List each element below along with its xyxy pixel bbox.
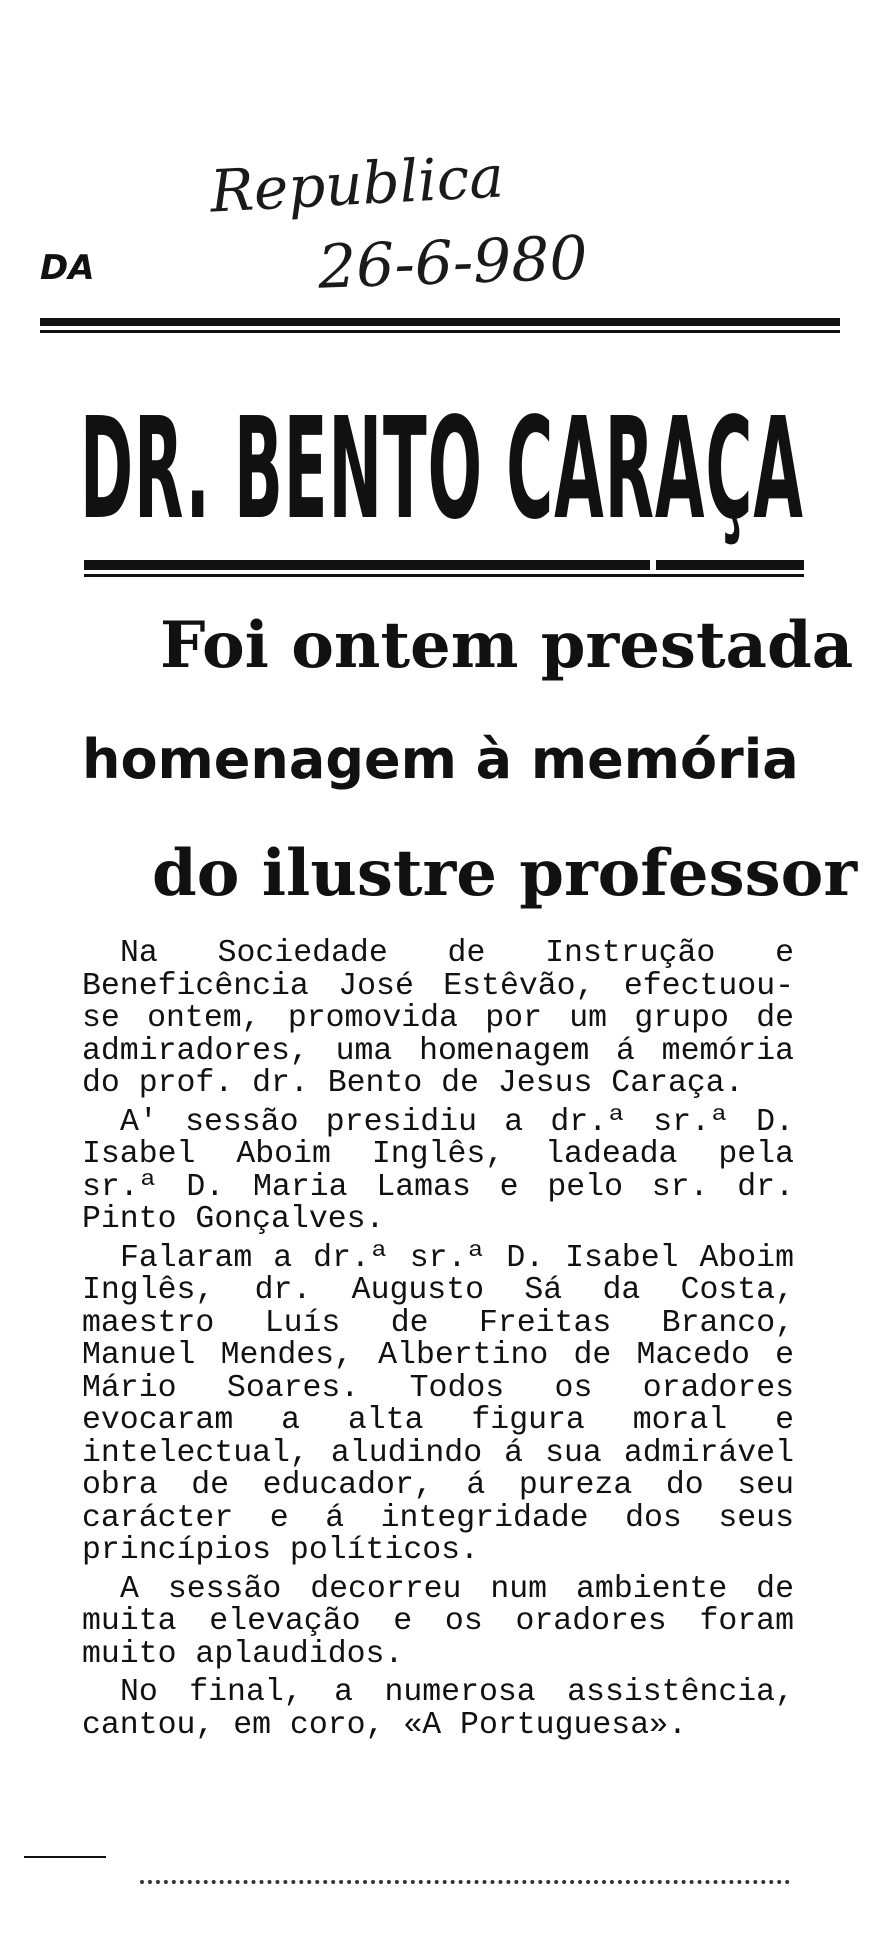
clipping-prefix: DA — [40, 248, 95, 288]
deck-line-1: Foi ontem prestada — [160, 608, 854, 683]
article-paragraph: No final, a numerosa assistência, cantou, em coro, «A Portuguesa». — [82, 1675, 794, 1743]
deck-line-2: homenagem à memória — [82, 728, 799, 791]
headline-rule-thin — [84, 574, 804, 577]
article-paragraph: Na Sociedade de Instrução e Beneficência José Estêvão, efectuou-se ontem, promovida por um grupo de admiradores, uma homenagem á memória do prof. dr. Bento de Jesus Caraça. — [82, 936, 794, 1101]
top-rule-thick — [40, 318, 840, 326]
article-paragraph: A' sessão presidiu a dr.ª sr.ª D. Isabel Aboim Inglês, ladeada pela sr.ª D. Maria Lamas e pelo sr. dr. Pinto Gonçalves. — [82, 1104, 794, 1237]
headline: DR. BENTO CARAÇA — [80, 388, 804, 551]
headline-rule-thick-left — [84, 560, 650, 570]
top-rule-thin — [40, 330, 840, 333]
article-paragraph: A sessão decorreu num ambiente de muita elevação e os oradores foram muito aplaudidos. — [82, 1571, 794, 1672]
article-paragraph: Falaram a dr.ª sr.ª D. Isabel Aboim Inglês, dr. Augusto Sá da Costa, maestro Luís de Freitas Branco, Manuel Mendes, Albertino de Macedo e Mário Soares. Todos os oradores evocaram a alta figura moral e intelectual, aludindo á sua admirável obra de educador, á pureza do seu carácter e á integridade dos seus princípios políticos. — [82, 1240, 794, 1568]
bottom-torn-edge — [140, 1880, 790, 1900]
article-body — [82, 938, 794, 1748]
headline-rule-thick-right — [656, 560, 804, 570]
deck-line-3: do ilustre professor — [152, 836, 858, 911]
handwritten-date-note: 26-6-980 — [316, 223, 589, 303]
handwritten-publication-note: Republica — [208, 142, 506, 226]
bottom-left-rule — [24, 1856, 106, 1858]
